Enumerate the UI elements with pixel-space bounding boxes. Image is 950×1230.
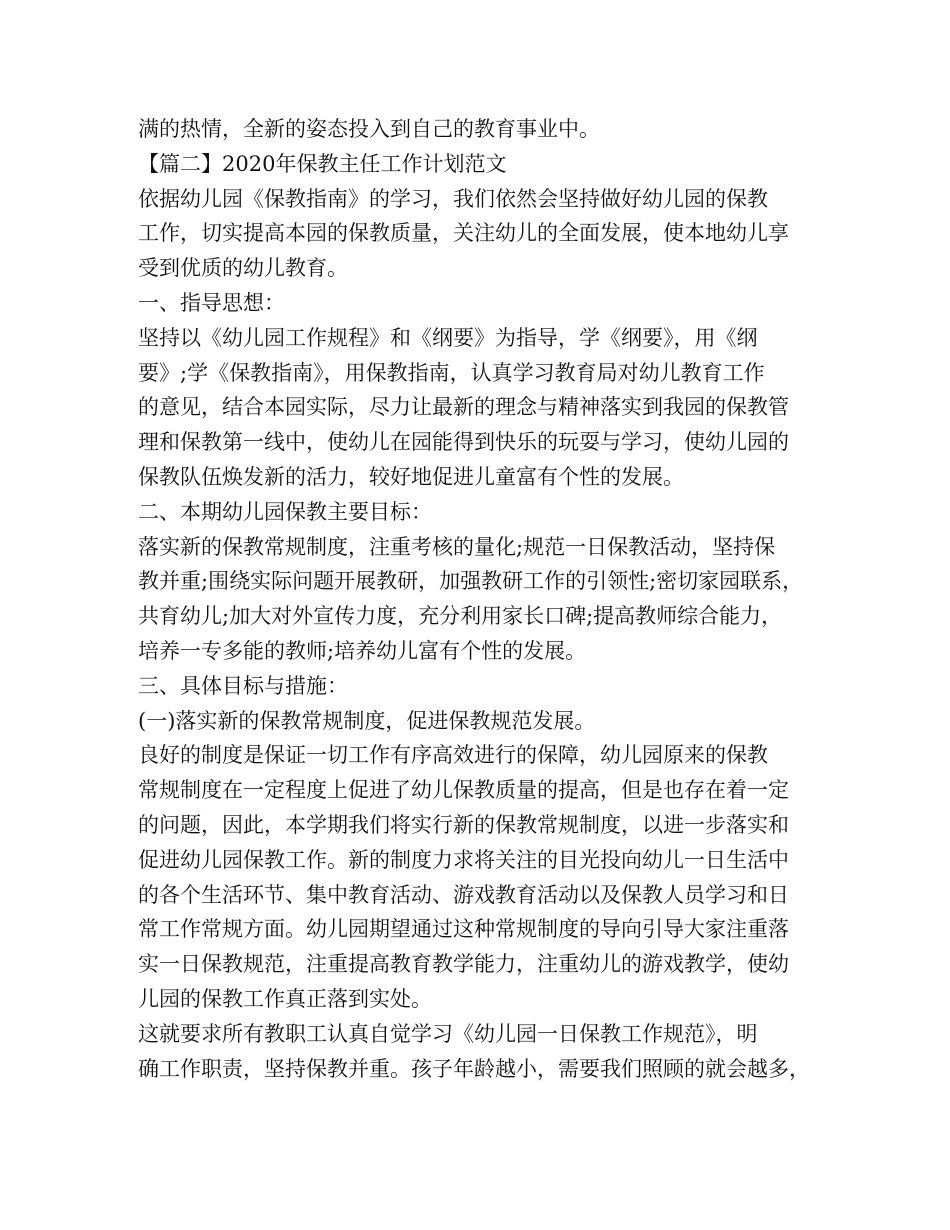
text-line: 常工作常规方面。幼儿园期望通过这种常规制度的导向引导大家注重落 (138, 917, 789, 942)
subheading-goals-measures: 三、具体目标与措施： (138, 673, 348, 698)
text-line: 良好的制度是保证一切工作有序高效进行的保障，幼儿园原来的保教 (138, 743, 768, 768)
subheading-main-goals: 二、本期幼儿园保教主要目标： (138, 499, 432, 524)
subheading-guiding-thought: 一、指导思想： (138, 290, 285, 315)
text-line: 依据幼儿园《保教指南》的学习，我们依然会坚持做好幼儿园的保教 (138, 186, 768, 211)
text-line: 教并重;围绕实际问题开展教研，加强教研工作的引领性;密切家园联系， (138, 569, 804, 594)
subheading-item-one: (一)落实新的保教常规制度，促进保教规范发展。 (138, 708, 596, 733)
text-line: 这就要求所有教职工认真自觉学习《幼儿园一日保教工作规范》，明 (138, 1021, 758, 1046)
text-line: 坚持以《幼儿园工作规程》和《纲要》为指导，学《纲要》，用《纲 (138, 325, 758, 350)
text-line: 保教队伍焕发新的活力，较好地促进儿童富有个性的发展。 (138, 464, 684, 489)
text-line: 受到优质的幼儿教育。 (138, 256, 348, 281)
text-line: 落实新的保教常规制度，注重考核的量化;规范一日保教活动，坚持保 (138, 534, 776, 559)
text-line: 的各个生活环节、集中教育活动、游戏教育活动以及保教人员学习和日 (138, 882, 789, 907)
text-line: 工作，切实提高本园的保教质量，关注幼儿的全面发展，使本地幼儿享 (138, 221, 789, 246)
text-line: 的意见，结合本园实际，尽力让最新的理念与精神落实到我园的保教管 (138, 395, 789, 420)
text-line: 常规制度在一定程度上促进了幼儿保教质量的提高，但是也存在着一定 (138, 778, 789, 803)
text-line: 满的热情，全新的姿态投入到自己的教育事业中。 (138, 117, 600, 141)
text-line: 理和保教第一线中，使幼儿在园能得到快乐的玩耍与学习，使幼儿园的 (138, 430, 789, 455)
document-page (138, 112, 828, 1086)
section-heading: 【篇二】2020年保教主任工作计划范文 (138, 151, 507, 176)
text-line: 确工作职责，坚持保教并重。孩子年龄越小，需要我们照顾的就会越多， (138, 1056, 810, 1081)
text-line: 共育幼儿;加大对外宣传力度，充分利用家长口碑;提高教师综合能力， (138, 604, 783, 629)
text-line: 促进幼儿园保教工作。新的制度力求将关注的目光投向幼儿一日生活中 (138, 847, 789, 872)
text-line: 的问题，因此，本学期我们将实行新的保教常规制度，以进一步落实和 (138, 812, 789, 837)
text-line: 实一日保教规范，注重提高教育教学能力，注重幼儿的游戏教学，使幼 (138, 952, 789, 977)
text-line: 儿园的保教工作真正落到实处。 (138, 986, 432, 1011)
text-line: 要》;学《保教指南》，用保教指南，认真学习教育局对幼儿教育工作 (138, 360, 765, 385)
text-line: 培养一专多能的教师;培养幼儿富有个性的发展。 (138, 638, 587, 663)
